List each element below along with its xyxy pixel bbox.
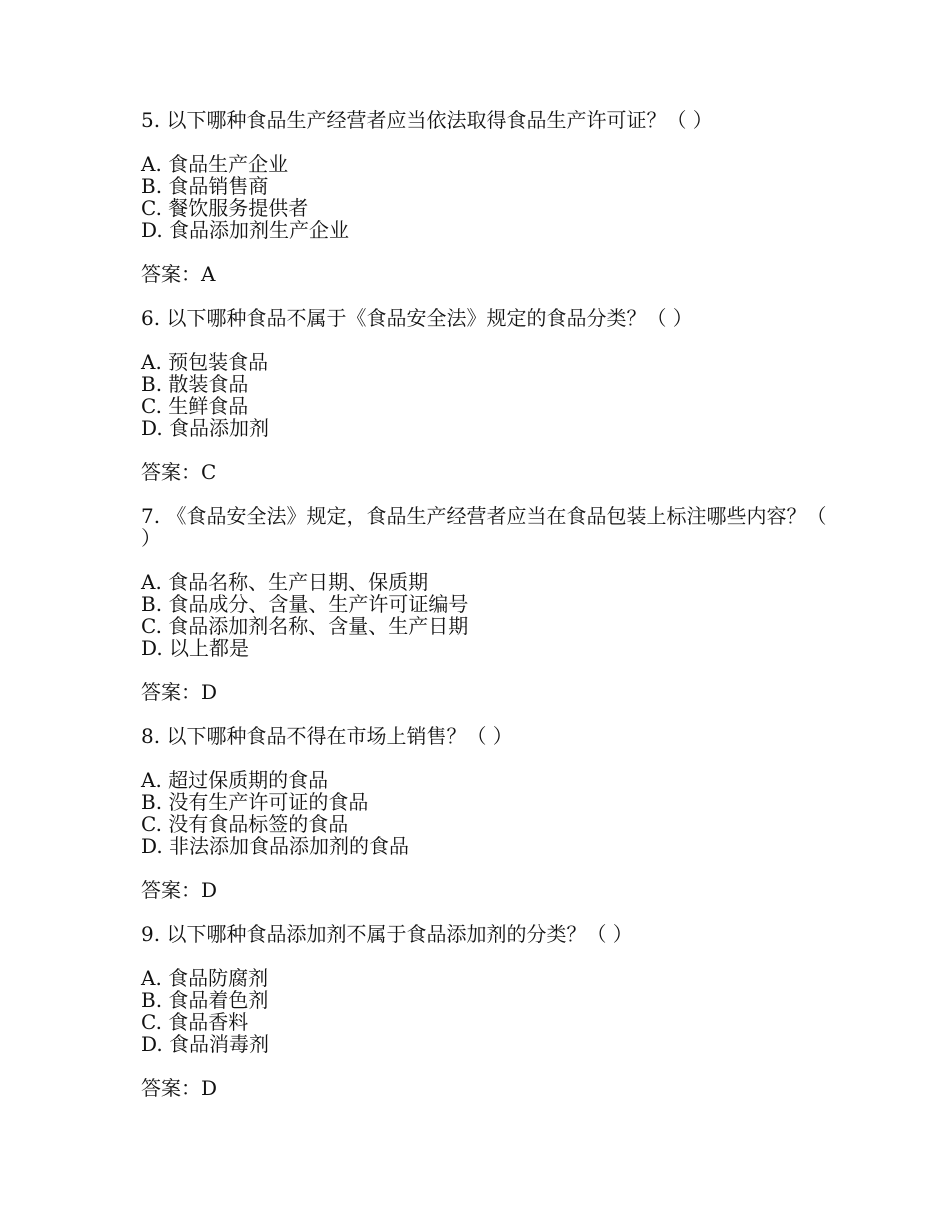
question-stem: 6. 以下哪种食品不属于《食品安全法》规定的食品分类？（ ） bbox=[141, 306, 693, 330]
question-6 bbox=[141, 307, 831, 483]
option-d: D. 以上都是 bbox=[141, 636, 250, 660]
option-c: C. 食品添加剂名称、含量、生产日期 bbox=[141, 614, 469, 638]
answer-line: 答案：A bbox=[141, 262, 216, 286]
option-a: A. 食品生产企业 bbox=[141, 152, 289, 176]
option-d: D. 非法添加食品添加剂的食品 bbox=[141, 834, 410, 858]
question-stem: 8. 以下哪种食品不得在市场上销售？（ ） bbox=[141, 724, 513, 748]
question-stem: 7. 《食品安全法》规定，食品生产经营者应当在食品包装上标注哪些内容？（ ） bbox=[141, 504, 827, 550]
option-list bbox=[141, 769, 831, 857]
option-list bbox=[141, 351, 831, 439]
question-stem: 5. 以下哪种食品生产经营者应当依法取得食品生产许可证？（ ） bbox=[141, 108, 713, 132]
option-b: B. 食品着色剂 bbox=[141, 988, 269, 1012]
question-stem: 9. 以下哪种食品添加剂不属于食品添加剂的分类？（ ） bbox=[141, 922, 633, 946]
option-c: C. 没有食品标签的食品 bbox=[141, 812, 349, 836]
answer-line: 答案：D bbox=[141, 878, 218, 902]
option-list bbox=[141, 571, 831, 659]
option-a: A. 食品名称、生产日期、保质期 bbox=[141, 570, 429, 594]
option-a: A. 预包装食品 bbox=[141, 350, 269, 374]
option-b: B. 没有生产许可证的食品 bbox=[141, 790, 369, 814]
question-8 bbox=[141, 725, 831, 901]
question-5 bbox=[141, 109, 831, 285]
option-list bbox=[141, 967, 831, 1055]
option-b: B. 食品销售商 bbox=[141, 174, 269, 198]
option-c: C. 餐饮服务提供者 bbox=[141, 196, 309, 220]
question-9 bbox=[141, 923, 831, 1099]
option-c: C. 生鲜食品 bbox=[141, 394, 249, 418]
option-c: C. 食品香料 bbox=[141, 1010, 249, 1034]
option-a: A. 超过保质期的食品 bbox=[141, 768, 329, 792]
answer-line: 答案：D bbox=[141, 680, 218, 704]
question-7 bbox=[141, 505, 831, 703]
option-list bbox=[141, 153, 831, 241]
option-d: D. 食品添加剂生产企业 bbox=[141, 218, 350, 242]
option-b: B. 散装食品 bbox=[141, 372, 249, 396]
option-d: D. 食品消毒剂 bbox=[141, 1032, 270, 1056]
option-d: D. 食品添加剂 bbox=[141, 416, 270, 440]
option-b: B. 食品成分、含量、生产许可证编号 bbox=[141, 592, 469, 616]
answer-line: 答案：D bbox=[141, 1076, 218, 1100]
option-a: A. 食品防腐剂 bbox=[141, 966, 269, 990]
answer-line: 答案：C bbox=[141, 460, 217, 484]
question-list bbox=[141, 109, 831, 1121]
